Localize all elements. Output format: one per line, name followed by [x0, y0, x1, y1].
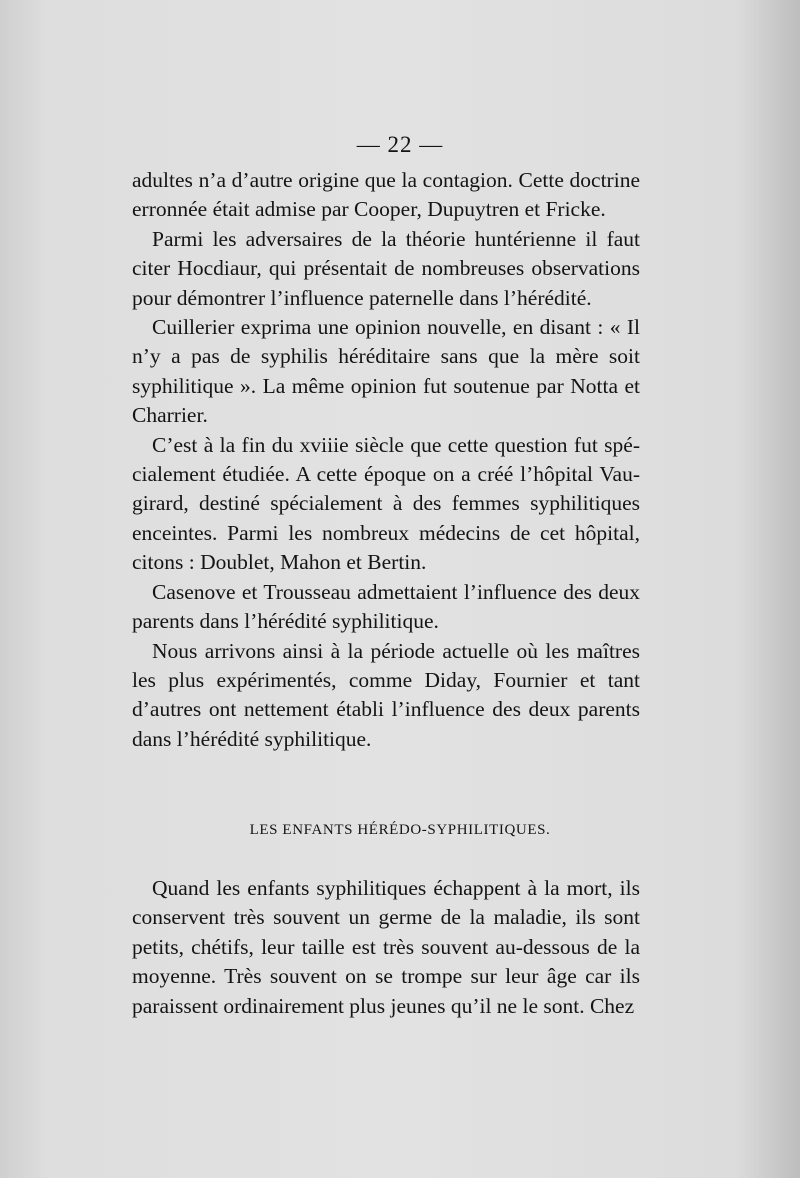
paragraph: Parmi les adversaires de la théorie huntérienne il faut citer Hocdiaur, qui présentait de nombreuses observations pour démontrer l’influence paternelle dans l’hérédité. [132, 226, 640, 310]
paragraph: Cuillerier exprima une opinion nouvelle, en disant : « Il n’y a pas de syphilis héréditaire sans que la mère soit syphilitique ». La même opinion fut soutenue par Notta et Charrier. [132, 315, 640, 428]
section-text-block [132, 874, 640, 1021]
paragraph: Nous arrivons ainsi à la période actuelle où les maîtres les plus expérimentés, comme Diday, Fournier et tant d’autres ont nettement établi l’influence des deux parents dans l’hérédité syphilitique. [132, 638, 640, 751]
paragraph: C’est à la fin du xviiie siècle que cette question fut spécialement étudiée. A cette époque on a créé l’hôpital Vaugirard, destiné spécialement à des femmes syphilitiques enceintes. Parmi les nombreux médecins de cet hôpital, citons : Doublet, Mahon et Bertin. [132, 432, 640, 575]
paragraph: adultes n’a d’autre origine que la contagion. Cette doctrine erronnée était admise par Cooper, Dupuytren et Fricke. [132, 168, 640, 222]
paragraph: Casenove et Trousseau admettaient l’influence des deux parents dans l’hérédité syphilitique. [132, 579, 640, 634]
page-number: — 22 — [356, 132, 444, 157]
paragraph: Quand les enfants syphilitiques échappent à la mort, ils conservent très souvent un germe de la maladie, ils sont petits, chétifs, leur taille est très souvent au-dessous de la moyenne. Très souvent on se trompe sur leur âge car ils paraissent ordinairement plus jeunes qu’il ne le sont. Chez [132, 876, 640, 1018]
main-text-block [132, 166, 640, 754]
section-heading: LES ENFANTS HÉRÉDO-SYPHILITIQUES. [249, 822, 551, 838]
